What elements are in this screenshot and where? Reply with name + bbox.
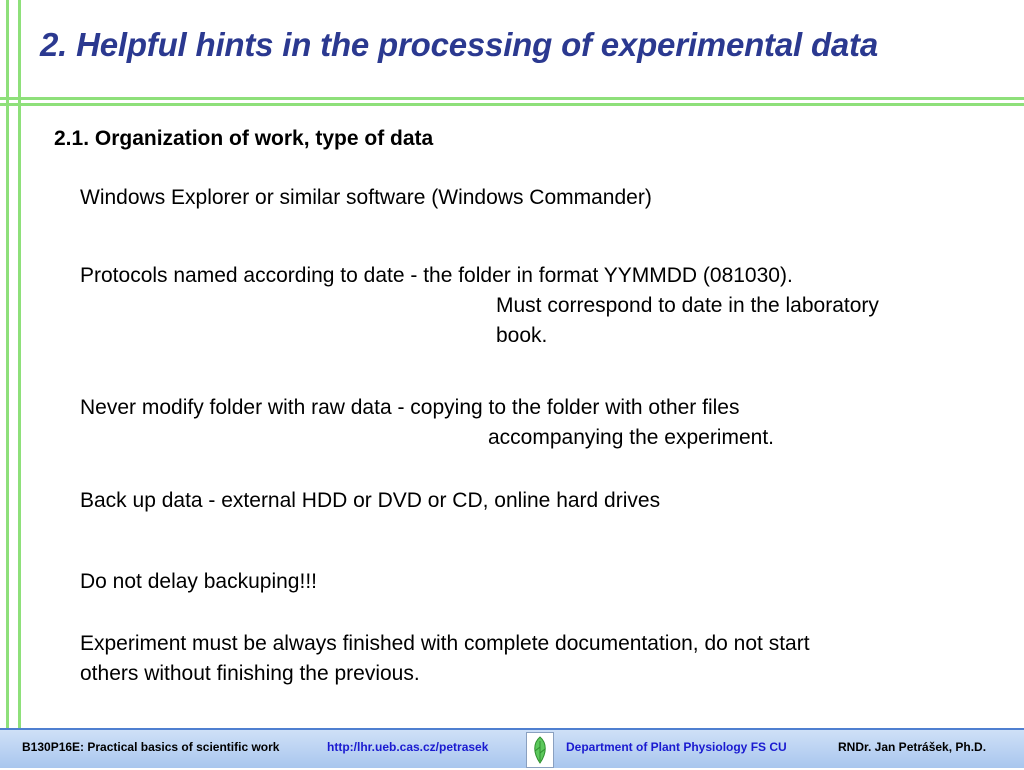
footer-bar <box>0 728 1024 768</box>
footer-author: RNDr. Jan Petrášek, Ph.D. <box>838 740 987 754</box>
hint-backup: Back up data - external HDD or DVD or CD, online hard drives <box>80 489 661 512</box>
hint-raw-data-line2: accompanying the experiment. <box>488 426 774 449</box>
hint-raw-data <box>80 393 774 453</box>
hint-raw-data-line1: Never modify folder with raw data - copying to the folder with other files <box>80 396 740 419</box>
title-divider-line-lower <box>0 103 1024 106</box>
footer-course: B130P16E: Practical basics of scientific work <box>22 740 280 754</box>
hint-explorer: Windows Explorer or similar software (Windows Commander) <box>80 186 652 209</box>
left-border-line <box>6 0 9 728</box>
hint-protocols <box>80 261 879 351</box>
hint-protocols-line2: Must correspond to date in the laboratory <box>496 294 879 317</box>
hint-protocols-line1: Protocols named according to date - the folder in format YYMMDD (081030). <box>80 264 793 287</box>
hint-documentation <box>80 629 810 689</box>
hint-documentation-line2: others without finishing the previous. <box>80 662 420 685</box>
left-border-line-inner <box>18 0 21 728</box>
slide-title: 2. Helpful hints in the processing of experimental data <box>40 26 878 63</box>
faculty-logo-icon <box>526 732 554 768</box>
hint-no-delay: Do not delay backuping!!! <box>80 570 317 593</box>
title-divider-line <box>0 97 1024 100</box>
footer-department: Department of Plant Physiology FS CU <box>566 740 787 754</box>
hint-documentation-line1: Experiment must be always finished with complete documentation, do not start <box>80 632 810 655</box>
hint-protocols-line3: book. <box>496 324 548 347</box>
footer-url-link[interactable]: http:/lhr.ueb.cas.cz/petrasek <box>327 740 489 754</box>
section-heading: 2.1. Organization of work, type of data <box>54 127 434 150</box>
